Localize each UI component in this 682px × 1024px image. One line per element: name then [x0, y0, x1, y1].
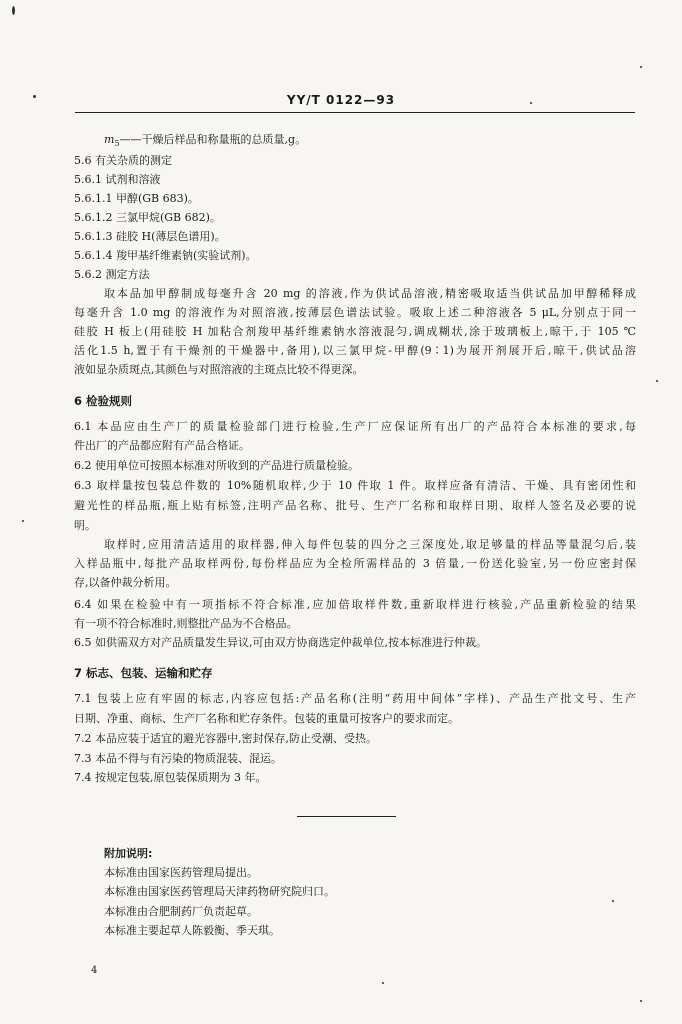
scan-speck: [656, 380, 658, 382]
clause-5-6-1-1: 5.6.1.1 甲醇(GB 683)。: [74, 192, 199, 205]
clause-5-6-1: 5.6.1 试剂和溶液: [74, 173, 161, 186]
method-paragraph-line-5: 液如显杂质斑点,其颜色与对照溶液的主斑点比较不得更深。: [74, 363, 364, 376]
end-rule: [297, 816, 396, 817]
scan-speck: [640, 1000, 642, 1002]
notes-title: 附加说明:: [104, 847, 153, 860]
note-line-3: 本标准由合肥制药厂负责起草。: [104, 905, 258, 918]
clause-5-6-1-2: 5.6.1.2 三氯甲烷(GB 682)。: [74, 211, 221, 224]
scan-speck: [382, 982, 384, 984]
clause-5-6-2: 5.6.2 测定方法: [74, 268, 150, 281]
header-rule: [75, 112, 635, 113]
clause-5-6-1-4: 5.6.1.4 羧甲基纤维素钠(实验试剂)。: [74, 249, 257, 262]
scan-speck: [640, 66, 642, 68]
scan-speck: [33, 95, 36, 98]
clause-6-3-line-3: 明。: [74, 519, 96, 532]
scan-speck: [22, 520, 24, 522]
method-paragraph-line-2: 每毫升含 1.0 mg 的溶液作为对照溶液,按薄层色谱法试验。吸取上述二种溶液各 5 μL,分别点于同一: [74, 306, 636, 319]
method-paragraph-line-1: 取本品加甲醇制成每毫升含 20 mg 的溶液,作为供试品溶液,精密吸取适当供试品加甲醇稀释成: [104, 287, 636, 300]
scan-speck: [12, 6, 15, 15]
clause-7-4: 7.4 按规定包装,原包装保质期为 3 年。: [74, 771, 267, 784]
method-paragraph-line-3: 硅胶 H 板上(用硅胶 H 加粘合剂羧甲基纤维素钠水溶液混匀,调成糊状,涂于玻璃板上,晾干,于 105 ℃: [74, 325, 636, 338]
clause-6-3-line-2: 避光性的样品瓶,瓶上贴有标签,注明产品名称、批号、生产厂名称和取样日期、取样人签名及必要的说: [74, 499, 636, 512]
m5-definition: [104, 133, 666, 151]
clause-6-1-line-1: 6.1 本品应由生产厂的质量检验部门进行检验,生产厂应保证所有出厂的产品符合本标准的要求,每: [74, 420, 636, 433]
sampling-paragraph-line-2: 入样品瓶中,每批产品取样两份,每份样品应为全检所需样品的 3 倍量,一份送化验室,另一份应密封保: [74, 557, 636, 570]
clause-7-1-line-1: 7.1 包装上应有牢固的标志,内容应包括:产品名称(注明“药用中间体”字样)、产品生产批文号、生产: [74, 692, 636, 705]
m5-subscript: 5: [114, 139, 120, 149]
sampling-paragraph-line-3: 存,以备仲裁分析用。: [74, 576, 177, 589]
scan-speck: [530, 102, 532, 104]
clause-6-4-line-2: 有一项不符合标准时,则整批产品为不合格品。: [74, 617, 298, 630]
section-6-heading: 6 检验规则: [74, 394, 133, 408]
method-paragraph-line-4: 活化1.5 h,置于有干燥剂的干燥器中,备用),以三氯甲烷-甲醇(9∶1)为展开剂展开后,晾干,供试品溶: [74, 344, 636, 357]
clause-5-6: 5.6 有关杂质的测定: [74, 154, 172, 167]
m5-symbol: m: [104, 133, 115, 146]
page-number: 4: [91, 965, 98, 976]
clause-6-2: 6.2 使用单位可按照本标准对所收到的产品进行质量检验。: [74, 459, 359, 472]
note-line-1: 本标准由国家医药管理局提出。: [104, 866, 258, 879]
note-line-2: 本标准由国家医药管理局天津药物研究院归口。: [104, 885, 335, 898]
clause-6-3-line-1: 6.3 取样量按包装总件数的 10%随机取样,少于 10 件取 1 件。取样应备有清洁、干燥、具有密闭性和: [74, 479, 636, 492]
m5-definition-text: ——干燥后样品和称量瓶的总质量,g。: [119, 133, 307, 146]
clause-7-1-line-2: 日期、净重、商标、生产厂名称和贮存条件。包装的重量可按客户的要求而定。: [74, 712, 459, 725]
section-7-heading: 7 标志、包装、运输和贮存: [74, 666, 213, 680]
clause-7-2: 7.2 本品应装于适宜的避光容器中,密封保存,防止受潮、受热。: [74, 732, 377, 745]
clause-5-6-1-3: 5.6.1.3 硅胶 H(薄层色谱用)。: [74, 230, 226, 243]
clause-6-1-line-2: 件出厂的产品都应附有产品合格证。: [74, 439, 250, 452]
clause-7-3: 7.3 本品不得与有污染的物质混装、混运。: [74, 752, 282, 765]
scan-speck: [612, 900, 614, 902]
note-line-4: 本标准主要起草人陈毅衡、季天琪。: [104, 924, 280, 937]
clause-6-5: 6.5 如供需双方对产品质量发生异议,可由双方协商选定仲裁单位,按本标准进行仲裁。: [74, 636, 487, 649]
standard-code-header: YY/T 0122—93: [286, 93, 396, 107]
sampling-paragraph-line-1: 取样时,应用清洁适用的取样器,伸入每件包装的四分之三深度处,取足够量的样品等量混匀后,装: [104, 538, 636, 551]
clause-6-4-line-1: 6.4 如果在检验中有一项指标不符合标准,应加倍取样件数,重新取样进行核验,产品重新检验的结果: [74, 598, 636, 611]
